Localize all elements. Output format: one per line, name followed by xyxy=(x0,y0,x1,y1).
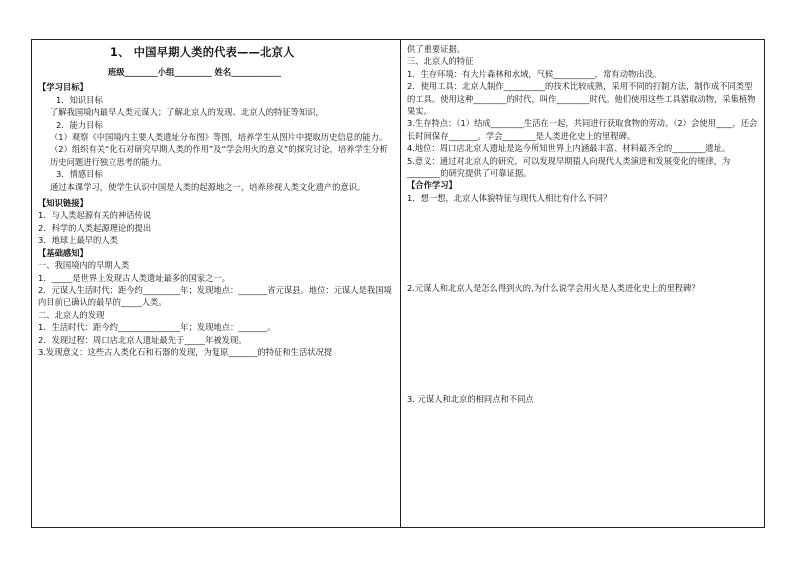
section-2-item-1: 1．生活时代：距今约_______________年；发现地点：_______。 xyxy=(38,322,276,333)
section-3-title: 三、北京人的特征 xyxy=(407,56,474,67)
knowledge-goal-label: 1．知识目标 xyxy=(56,94,103,105)
link-item-2: 2．科学的人类起源理论的提出 xyxy=(38,222,152,233)
section-1-item-2: 2．元谋人生活时代：距今约_________年；发现地点：_______省元谋县。地位：元谋人是我国境内目前已确认的最早的_____人类。 xyxy=(38,284,392,308)
ability-goal-label: 2．能力目标 xyxy=(56,119,103,130)
section-2-title: 二、北京人的发现 xyxy=(38,309,105,320)
knowledge-goal-text: 了解我国境内最早人类元谋人；了解北京人的发现、北京人的特征等知识， xyxy=(50,107,324,118)
section-1-title: 一、我国境内的早期人类 xyxy=(38,260,130,271)
link-header: 【知识链接】 xyxy=(38,198,88,209)
link-item-1: 1．与人类起源有关的神话传说 xyxy=(38,210,152,221)
right-column xyxy=(401,40,765,405)
link-item-3: 3．地球上最早的人类 xyxy=(38,235,118,246)
feature-item-5: 5.意义：通过对北京人的研究，可以发现早期猿人向现代人类演进和发展变化的规律，为________的研究提供了可靠证据。 xyxy=(407,155,731,179)
feature-item-2: 2．使用工具：北京人制作__________的技术比较成熟，采用不同的打制方法，制作成不同类型的工具。使用这种________的时代，叫作________时代。他们使用这些工具猎取动物，采集植物果实。 xyxy=(407,81,756,117)
worksheet-frame xyxy=(31,39,765,528)
basic-header: 【基础感知】 xyxy=(38,247,88,258)
continued-text: 供了重要证据。 xyxy=(407,44,466,54)
class-group-name-line: 班级________小组_________ 姓名____________ xyxy=(108,67,281,77)
goals-header: 【学习目标】 xyxy=(38,82,88,93)
ability-goal-2: （2）组织有关“化石对研究早期人类的作用”及“学会用火的意义”的探究讨论，培养学生分析历史问题进行独立思考的能力。 xyxy=(50,144,388,167)
lesson-title: 1、 中国早期人类的代表——北京人 xyxy=(110,46,295,59)
left-column xyxy=(32,40,400,358)
question-1: 1．想一想，北京人体貌特征与现代人相比有什么不同？ xyxy=(407,192,612,203)
feature-item-4: 4.地位：周口店北京人遗址是迄今所知世界上内涵最丰富、材料最齐全的________遗址。 xyxy=(407,143,731,154)
cooperation-header: 【合作学习】 xyxy=(407,180,457,191)
feature-item-3: 3.生存特点：（1）结成________生活在一起，共同进行获取食物的劳动。（2）会使用____，还会长时间保存_______。学会________是人类进化史上的里程碑。 xyxy=(407,118,758,141)
feature-item-1: 1．生存环境：有大片森林和水域，气候__________，常有动物出没。 xyxy=(407,68,662,79)
question-3: 3. 元谋人和北京的相同点和不同点 xyxy=(407,393,534,404)
section-1-item-1: 1．_____是世界上发现古人类遗址最多的国家之一。 xyxy=(38,272,230,283)
emotion-goal-text: 通过本课学习，使学生认识中国是人类的起源地之一，培养珍视人类文化遗产的意识。 xyxy=(50,181,366,192)
section-2-item-3: 3.发现意义：这些古人类化石和石器的发现，为复原_______的特征和生活状况提 xyxy=(38,346,333,357)
emotion-goal-label: 3．情感目标 xyxy=(56,169,103,180)
question-2: 2.元谋人和北京人是怎么得到火的,为什么说学会用火是人类进化史上的里程碑？ xyxy=(407,283,700,294)
ability-goal-1: （1）观察《中国境内主要人类遗址分布图》等图，培养学生从图片中提取历史信息的能力。 xyxy=(50,132,388,143)
section-2-item-2: 2．发现过程：周口店北京人遗址最先于_____年被发现。 xyxy=(38,334,247,345)
